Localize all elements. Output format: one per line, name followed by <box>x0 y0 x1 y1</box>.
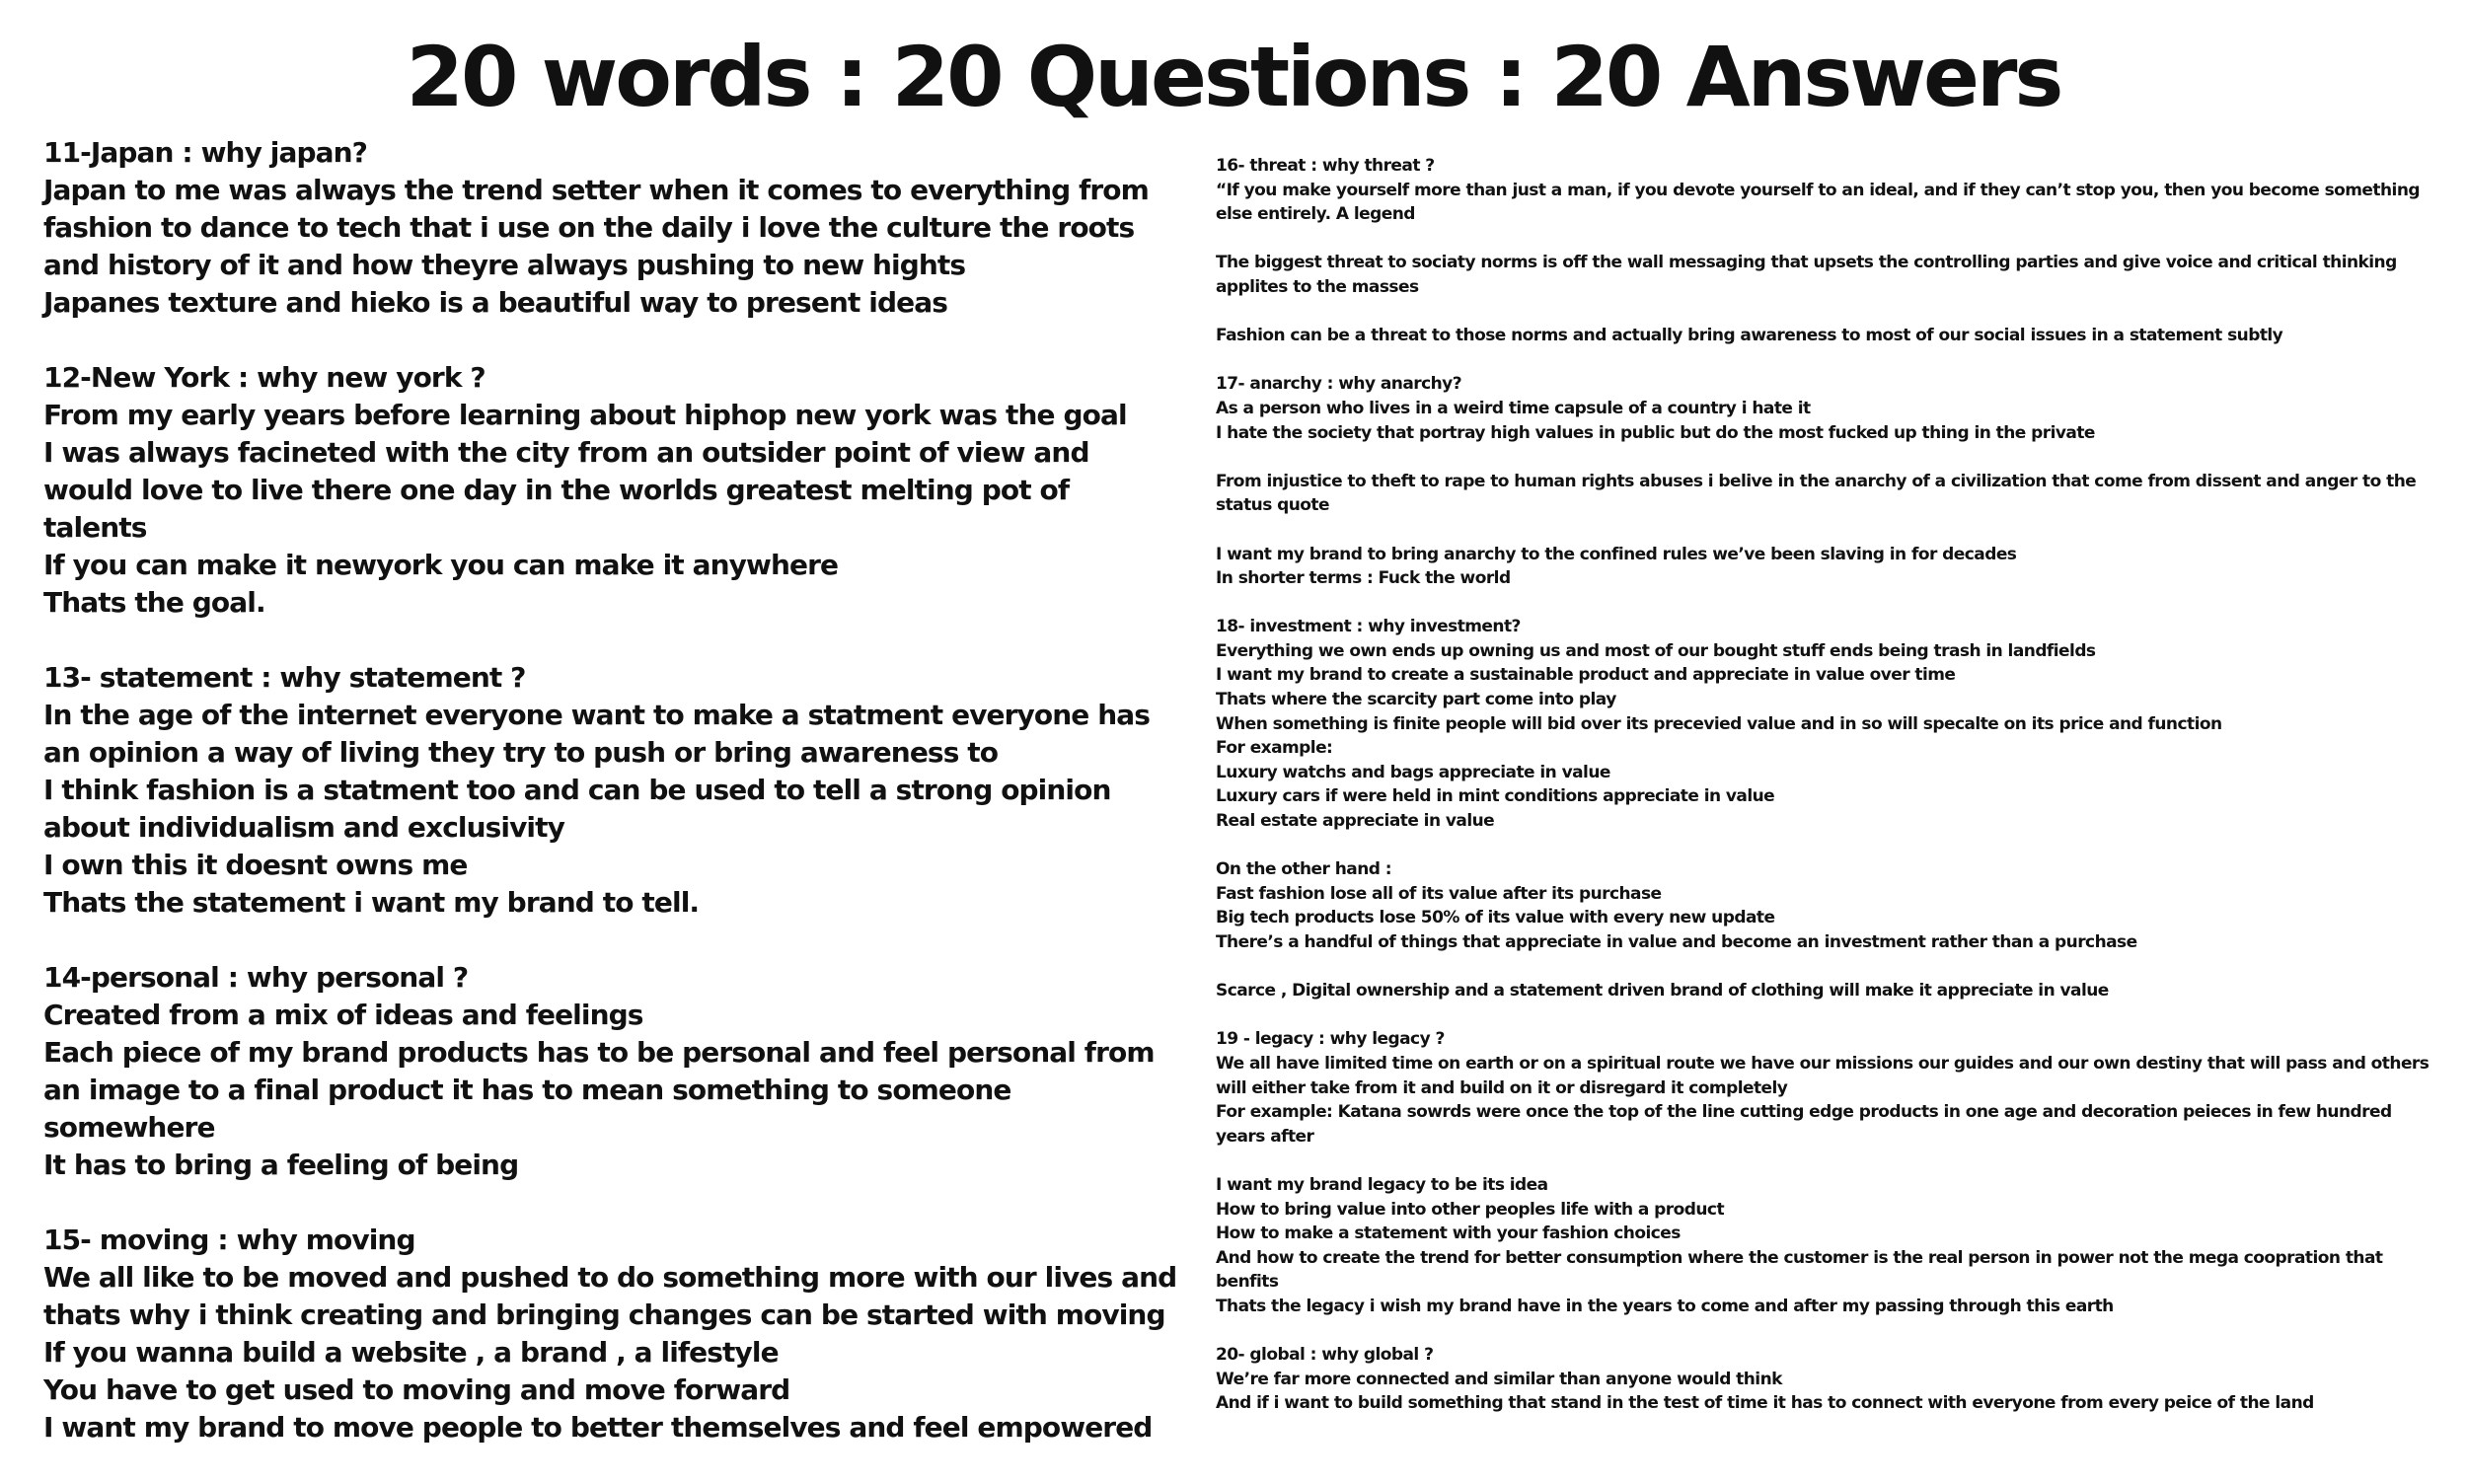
section-heading: 12-New York : why new york ? <box>43 361 486 394</box>
answer-line: Thats the legacy i wish my brand have in the years to come and after my passing through this earth <box>1216 1296 2114 1316</box>
answer-line: You have to get used to moving and move forward <box>43 1373 790 1406</box>
answer-line: Everything we own ends up owning us and most of our bought stuff ends being trash in landfields <box>1216 640 2096 661</box>
answer-line: Big tech products lose 50% of its value with every new update <box>1216 908 1775 928</box>
answer-line: In shorter terms : Fuck the world <box>1216 568 1511 589</box>
answer-line: In the age of the internet everyone want to make a statment everyone has an opinion a way of living they try to push or bring awareness to <box>43 699 1151 769</box>
answer-line: Scarce , Digital ownership and a statement driven brand of clothing will make it appreciate in value <box>1216 981 2109 1002</box>
section-heading: 14-personal : why personal ? <box>43 961 469 994</box>
answer-line: I think fashion is a statment too and can be used to tell a strong opinion about individualism and exclusivity <box>43 774 1111 844</box>
answer-line: “If you make yourself more than just a man, if you devote yourself to an ideal, and if they can’t stop you, then you become something else entirely. A legend <box>1216 180 2420 225</box>
answer-line: From injustice to theft to rape to human rights abuses i belive in the anarchy of a civilization that come from dissent and anger to the status quote <box>1216 471 2417 516</box>
section-heading: 17- anarchy : why anarchy? <box>1216 374 1462 395</box>
answer-line: There’s a handful of things that appreciate in value and become an investment rather than a purchase <box>1216 932 2137 952</box>
section-heading: 18- investment : why investment? <box>1216 617 1521 637</box>
answer-line: From my early years before learning about hiphop new york was the goal <box>43 399 1127 431</box>
section-heading: 15- moving : why moving <box>43 1224 415 1256</box>
answer-line: Each piece of my brand products has to be personal and feel personal from an image to a final product it has to mean something to someone somewhere <box>43 1036 1155 1144</box>
answer-line: I hate the society that portray high values in public but do the most fucked up thing in the private <box>1216 422 2095 443</box>
section-heading: 20- global : why global ? <box>1216 1345 1434 1366</box>
answer-line: How to make a statement with your fashion choices <box>1216 1224 1681 1244</box>
answer-line: I want my brand legacy to be its idea <box>1216 1174 1548 1195</box>
paragraph-spacer <box>1216 348 2430 373</box>
section-heading: 11-Japan : why japan? <box>43 136 367 169</box>
answer-line: Japanes texture and hieko is a beautiful way to present ideas <box>43 286 947 319</box>
answer-line: For example: Katana sowrds were once the top of the line cutting edge products in one age and decoration peieces in few hundred years after <box>1216 1102 2392 1147</box>
answer-line: And if i want to build something that stand in the test of time it has to connect with everyone from every peice of the land <box>1216 1393 2314 1414</box>
answer-section-new-york <box>43 359 1178 622</box>
answer-line: I want my brand to create a sustainable product and appreciate in value over time <box>1216 665 1956 686</box>
answer-line: As a person who lives in a weird time capsule of a country i hate it <box>1216 398 1811 418</box>
answer-line: We all like to be moved and pushed to do something more with our lives and thats why i think creating and bringing changes can be started with moving <box>43 1261 1177 1331</box>
answer-line: I want my brand to move people to better themselves and feel empowered <box>43 1411 1153 1444</box>
answer-line: Thats the statement i want my brand to tell. <box>43 886 700 919</box>
answer-section-statement <box>43 659 1178 922</box>
answer-line: Fast fashion lose all of its value after its purchase <box>1216 883 1662 904</box>
paragraph-spacer <box>1216 955 2430 980</box>
answer-line: And how to create the trend for better consumption where the customer is the real person in power not the mega coopration that benfits <box>1216 1247 2383 1293</box>
answer-line: It has to bring a feeling of being <box>43 1149 519 1181</box>
answer-line: I own this it doesnt owns me <box>43 849 468 881</box>
paragraph-spacer <box>1216 1319 2430 1344</box>
answer-section-moving <box>43 1222 1178 1447</box>
answer-line: Japan to me was always the trend setter when it comes to everything from fashion to dance to tech that i use on the daily i love the culture the roots and history of it and how theyre always pushing to new hights <box>43 174 1149 281</box>
section-heading: 19 - legacy : why legacy ? <box>1216 1029 1445 1050</box>
answer-line: Created from a mix of ideas and feelings <box>43 999 643 1031</box>
right-column <box>1216 154 2430 1416</box>
answer-line: If you can make it newyork you can make it anywhere <box>43 549 839 581</box>
paragraph-spacer <box>1216 591 2430 616</box>
answer-line: Real estate appreciate in value <box>1216 811 1495 832</box>
paragraph-spacer <box>1216 227 2430 252</box>
paragraph-spacer <box>1216 445 2430 470</box>
answer-section-personal <box>43 959 1178 1184</box>
answer-line: We all have limited time on earth or on a spiritual route we have our missions our guides and our own destiny that will pass and others will either take from it and build on it or disregard it completely <box>1216 1053 2430 1098</box>
answer-line: When something is finite people will bid over its precevied value and in so will specalte on its price and function <box>1216 713 2222 734</box>
page-title: 20 words : 20 Questions : 20 Answers <box>406 29 2061 125</box>
answer-line: How to bring value into other peoples life with a product <box>1216 1199 1725 1220</box>
answer-line: I want my brand to bring anarchy to the confined rules we’ve been slaving in for decades <box>1216 544 2017 564</box>
answer-line: If you wanna build a website , a brand , a lifestyle <box>43 1336 779 1369</box>
answer-line: Thats where the scarcity part come into play <box>1216 690 1616 710</box>
section-heading: 16- threat : why threat ? <box>1216 156 1435 176</box>
answer-line: We’re far more connected and similar than anyone would think <box>1216 1369 1782 1389</box>
left-column <box>43 134 1178 1484</box>
answer-line: The biggest threat to sociaty norms is off the wall messaging that upsets the controlling parties and give voice and critical thinking applites to the masses <box>1216 253 2397 297</box>
answer-line: On the other hand : <box>1216 859 1392 880</box>
paragraph-spacer <box>1216 834 2430 858</box>
answer-line: Luxury cars if were held in mint conditions appreciate in value <box>1216 786 1775 807</box>
answer-line: Luxury watchs and bags appreciate in value <box>1216 762 1610 782</box>
paragraph-spacer <box>1216 1003 2430 1028</box>
answer-section-japan <box>43 134 1178 322</box>
answer-line: Thats the goal. <box>43 586 265 619</box>
answer-line: I was always facineted with the city from an outsider point of view and would love to live there one day in the worlds greatest melting pot of talents <box>43 436 1089 544</box>
answer-line: For example: <box>1216 738 1333 759</box>
paragraph-spacer <box>1216 518 2430 543</box>
section-heading: 13- statement : why statement ? <box>43 661 526 694</box>
answer-line: Fashion can be a threat to those norms and actually bring awareness to most of our social issues in a statement subtly <box>1216 326 2283 346</box>
paragraph-spacer <box>1216 1149 2430 1173</box>
paragraph-spacer <box>1216 300 2430 325</box>
